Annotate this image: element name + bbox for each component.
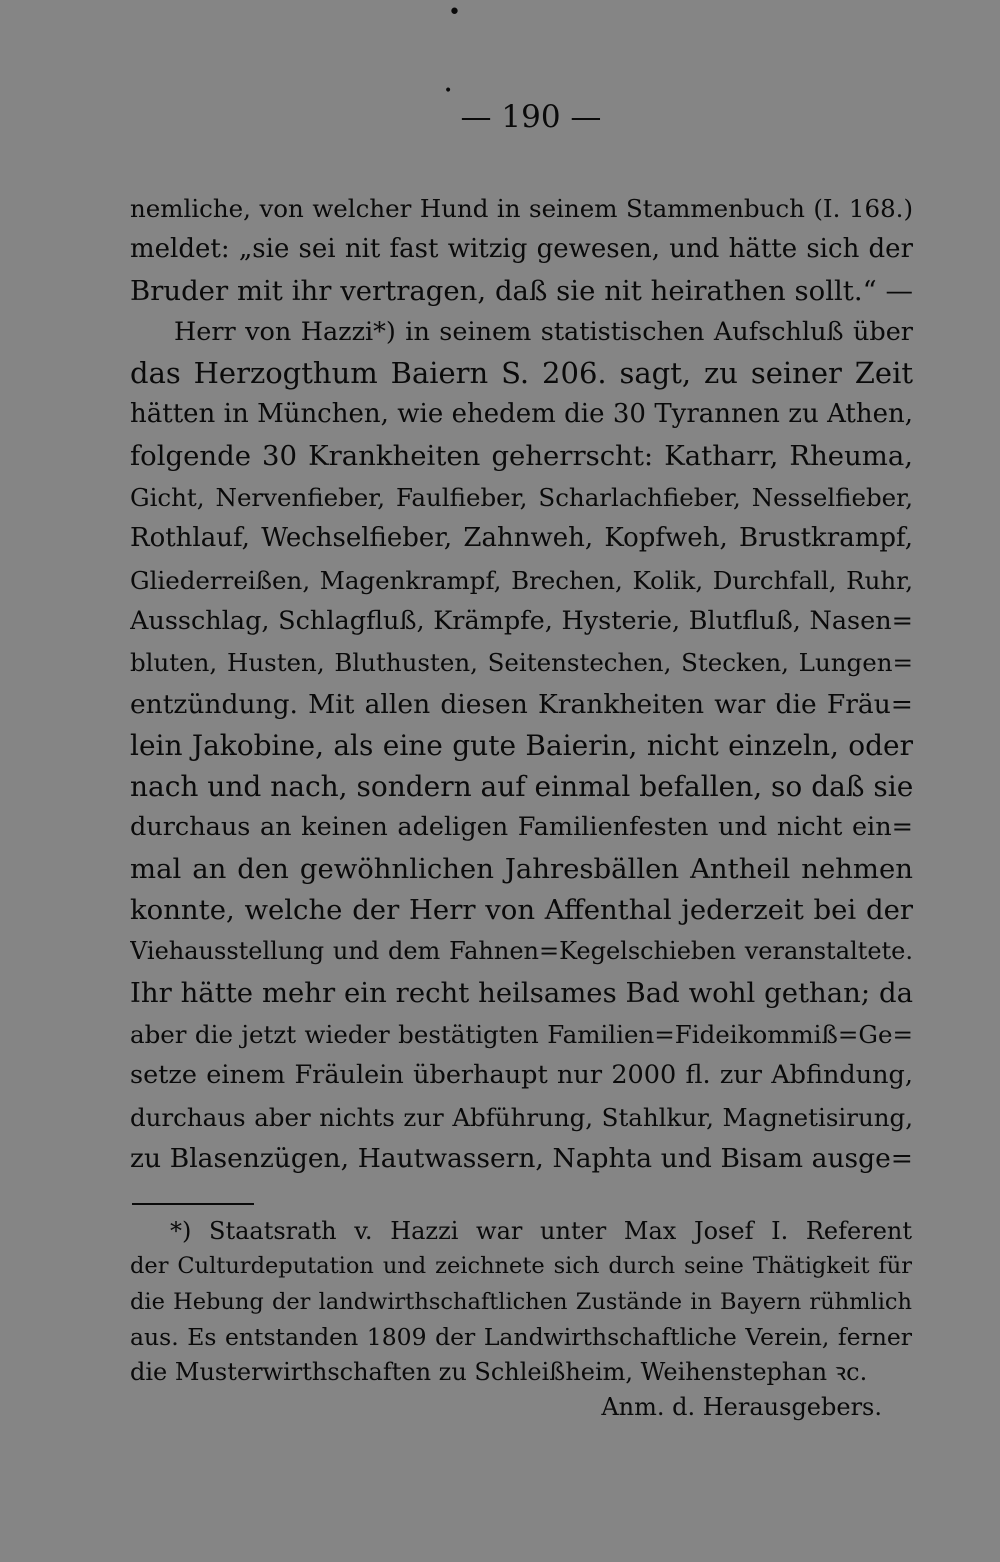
footnote-line: aus. Es entstanden 1809 der Landwirthschaftliche Verein, ferner (130, 1322, 912, 1351)
text-line: meldet: „sie sei nit fast witzig gewesen, und hätte sich der (130, 234, 913, 265)
text-line: Viehausstellung und dem Fahnen=Kegelschieben veranstaltete. (130, 937, 913, 966)
body-text (130, 188, 913, 1179)
text-line: entzündung. Mit allen diesen Krankheiten war die Fräu= (130, 688, 913, 720)
text-line: zu Blasenzügen, Hautwassern, Naphta und Bisam ausge= (130, 1142, 913, 1174)
footnote-line: die Musterwirthschaften zu Schleißheim, Weihenstephan ꝛc. (130, 1358, 868, 1387)
text-line: konnte, welche der Herr von Affenthal jederzeit bei der (130, 894, 913, 927)
footnote-divider (132, 1203, 254, 1205)
page-number: — 190 — (460, 99, 602, 135)
text-line: Gliederreißen, Magenkrampf, Brechen, Kolik, Durchfall, Ruhr, (130, 565, 913, 595)
text-line: durchaus aber nichts zur Abführung, Stahlkur, Magnetisirung, (130, 1102, 913, 1132)
footnote-line: die Hebung der landwirthschaftlichen Zustände in Bayern rühmlich (130, 1288, 912, 1315)
print-speck: • (444, 83, 453, 99)
text-line: Gicht, Nervenfieber, Faulfieber, Scharlachfieber, Nesselfieber, (130, 483, 913, 513)
text-line: Rothlauf, Wechselfieber, Zahnweh, Kopfweh, Brustkrampf, (130, 523, 913, 554)
text-line: Bruder mit ihr vertragen, daß sie nit heirathen sollt.“ — (130, 274, 913, 307)
text-line: Ihr hätte mehr ein recht heilsames Bad wohl gethan; da (130, 976, 913, 1009)
text-line: nemliche, von welcher Hund in seinem Stammenbuch (I. 168.) (130, 194, 913, 223)
footnote (130, 1214, 912, 1426)
text-line: Herr von Hazzi*) in seinem statistischen Aufschluß über (174, 316, 913, 347)
text-line: lein Jakobine, als eine gute Baierin, nicht einzeln, oder (130, 728, 913, 762)
text-line: Ausschlag, Schlagfluß, Krämpfe, Hysterie, Blutfluß, Nasen= (130, 605, 913, 636)
text-line: das Herzogthum Baiern S. 206. sagt, zu seiner Zeit (130, 356, 913, 391)
text-line: aber die jetzt wieder bestätigten Familien=Fideikommiß=Ge= (130, 1019, 913, 1049)
text-line: bluten, Husten, Bluthusten, Seitenstechen, Stecken, Lungen= (130, 648, 913, 678)
footnote-signature: Anm. d. Herausgebers. (601, 1393, 882, 1422)
text-line: hätten in München, wie ehedem die 30 Tyrannen zu Athen, (130, 399, 913, 430)
text-line: durchaus an keinen adeligen Familienfesten und nicht ein= (130, 812, 913, 843)
footnote-line: *) Staatsrath v. Hazzi war unter Max Josef I. Referent (170, 1217, 912, 1245)
text-line: nach und nach, sondern auf einmal befallen, so daß sie (130, 770, 913, 804)
text-line: mal an den gewöhnlichen Jahresbällen Antheil nehmen (130, 852, 913, 885)
footnote-line: der Culturdeputation und zeichnete sich durch seine Thätigkeit für (130, 1253, 912, 1280)
print-speck: • (448, 0, 461, 25)
text-line: folgende 30 Krankheiten geherrscht: Katharr, Rheuma, (130, 439, 913, 472)
text-line: setze einem Fräulein überhaupt nur 2000 fl. zur Abfindung, (130, 1060, 913, 1091)
